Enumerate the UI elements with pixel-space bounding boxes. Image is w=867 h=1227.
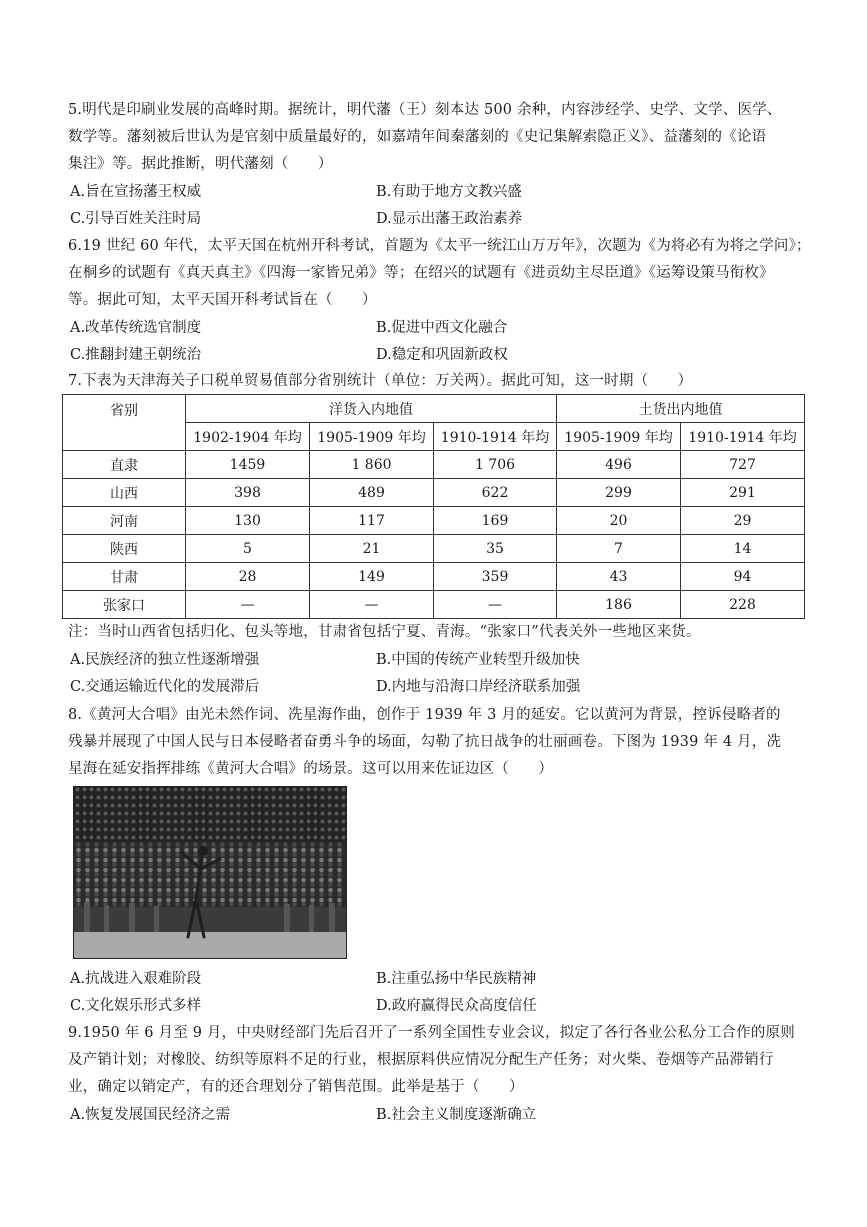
q9-option-a[interactable]: A.恢复发展国民经济之需 (70, 1107, 231, 1123)
table-cell: 35 (434, 535, 557, 563)
q8-stem-line-1: 8.《黄河大合唱》由光未然作词、冼星海作曲，创作于 1939 年 3 月的延安。它以黄河为背景，控诉侵略者的 (68, 707, 781, 723)
table-cell: 169 (434, 507, 557, 535)
table-cell: — (434, 591, 557, 619)
rehearsal-photo (73, 786, 347, 959)
q8-option-d[interactable]: D.政府赢得民众高度信任 (376, 998, 537, 1014)
table-cell: 直隶 (63, 451, 186, 479)
table-cell: 489 (310, 479, 434, 507)
table-subheader: 1910-1914 年均 (434, 423, 557, 451)
table-cell: 甘肃 (63, 563, 186, 591)
q6-option-d[interactable]: D.稳定和巩固新政权 (376, 347, 508, 363)
table-subheader: 1905-1909 年均 (557, 423, 681, 451)
q9-stem-line-3: 业，确定以销定产，有的还合理划分了销售范围。此举是基于（ ） (68, 1079, 524, 1095)
table-cell: 29 (681, 507, 805, 535)
table-row (63, 479, 805, 507)
q6-option-a[interactable]: A.改革传统选官制度 (70, 320, 202, 336)
table-cell: 117 (310, 507, 434, 535)
q8-option-c[interactable]: C.文化娱乐形式多样 (70, 998, 202, 1014)
table-cell: 14 (681, 535, 805, 563)
q5-option-a[interactable]: A.旨在宣扬藩王权威 (70, 184, 202, 200)
table-row (63, 591, 805, 619)
q7-option-b[interactable]: B.中国的传统产业转型升级加快 (376, 652, 580, 668)
q6-option-c[interactable]: C.推翻封建王朝统治 (70, 347, 202, 363)
table-cell: 727 (681, 451, 805, 479)
table-cell: 291 (681, 479, 805, 507)
q5-option-c[interactable]: C.引导百姓关注时局 (70, 211, 202, 227)
q7-option-d[interactable]: D.内地与沿海口岸经济联系加强 (376, 679, 581, 695)
table-header-import-group: 洋货入内地值 (186, 395, 557, 423)
table-cell: 398 (186, 479, 310, 507)
table-cell: 622 (434, 479, 557, 507)
q9-stem-line-1: 9.1950 年 6 月至 9 月，中央财经部门先后召开了一系列全国性专业会议，拟定了各行各业公私分工合作的原则 (68, 1025, 795, 1041)
table-subheader: 1902-1904 年均 (186, 423, 310, 451)
table-cell: 94 (681, 563, 805, 591)
q6-stem-line-2: 在桐乡的试题有《真天真主》《四海一家皆兄弟》等；在绍兴的试题有《进贡幼主尽臣道》《运筹设策马衔枚》 (68, 265, 774, 281)
q7-stem: 7.下表为天津海关子口税单贸易值部分省别统计（单位：万关两）。据此可知，这一时期（ ） (68, 373, 693, 389)
table-cell: 496 (557, 451, 681, 479)
table-cell: 28 (186, 563, 310, 591)
table-cell: 228 (681, 591, 805, 619)
q5-stem-line-3: 集注》等。据此推断，明代藩刻（ ） (68, 156, 333, 172)
table-cell: 河南 (63, 507, 186, 535)
q8-stem-line-3: 星海在延安指挥排练《黄河大合唱》的场景。这可以用来佐证边区（ ） (68, 761, 554, 777)
q8-stem-line-2: 残暴并展现了中国人民与日本侵略者奋勇斗争的场面，勾勒了抗日战争的壮丽画卷。下图为 1939 年 4 月，冼 (68, 734, 782, 750)
q6-option-b[interactable]: B.促进中西文化融合 (376, 320, 508, 336)
table-row (63, 563, 805, 591)
table-cell: 7 (557, 535, 681, 563)
q9-option-b[interactable]: B.社会主义制度逐渐确立 (376, 1107, 537, 1123)
table-cell: 山西 (63, 479, 186, 507)
table-row (63, 507, 805, 535)
table-row (63, 535, 805, 563)
table-cell: — (186, 591, 310, 619)
q6-stem-line-3: 等。据此可知，太平天国开科考试旨在（ ） (68, 292, 377, 308)
table-subheader: 1910-1914 年均 (681, 423, 805, 451)
table-cell: 359 (434, 563, 557, 591)
table-row (63, 451, 805, 479)
table-cell: 5 (186, 535, 310, 563)
table-header-province: 省别 (63, 395, 186, 451)
table-cell: 1459 (186, 451, 310, 479)
q5-stem-line-2: 数学等。藩刻被后世认为是官刻中质量最好的，如嘉靖年间秦藩刻的《史记集解索隐正义》、益藩刻的《论语 (68, 129, 767, 145)
table-cell: 张家口 (63, 591, 186, 619)
table-cell: — (310, 591, 434, 619)
table-subheader: 1905-1909 年均 (310, 423, 434, 451)
q7-table-note: 注：当时山西省包括归化、包头等地，甘肃省包括宁夏、青海。“张家口”代表关外一些地区来货。 (68, 624, 701, 640)
table-header-export-group: 土货出内地值 (557, 395, 805, 423)
q7-option-a[interactable]: A.民族经济的独立性逐渐增强 (70, 652, 260, 668)
q5-option-d[interactable]: D.显示出藩王政治素养 (376, 211, 523, 227)
table-cell: 21 (310, 535, 434, 563)
q5-stem-line-1: 5.明代是印刷业发展的高峰时期。据统计，明代藩（王）刻本达 500 余种，内容涉经学、史学、文学、医学、 (68, 102, 782, 118)
table-cell: 186 (557, 591, 681, 619)
q6-stem-line-1: 6.19 世纪 60 年代，太平天国在杭州开科考试，首题为《太平一统江山万万年》，次题为《为将必有为将之学问》； (68, 238, 811, 254)
rehearsal-photo-image (74, 787, 346, 958)
table-cell: 20 (557, 507, 681, 535)
table-cell: 陕西 (63, 535, 186, 563)
q9-stem-line-2: 及产销计划；对橡胶、纺织等原料不足的行业，根据原料供应情况分配生产任务；对火柴、卷烟等产品滞销行 (68, 1052, 774, 1068)
q5-option-b[interactable]: B.有助于地方文教兴盛 (376, 184, 522, 200)
table-cell: 130 (186, 507, 310, 535)
table-cell: 43 (557, 563, 681, 591)
table-cell: 299 (557, 479, 681, 507)
table-cell: 1 860 (310, 451, 434, 479)
table-cell: 149 (310, 563, 434, 591)
trade-table (62, 394, 805, 619)
q8-option-b[interactable]: B.注重弘扬中华民族精神 (376, 971, 537, 987)
table-cell: 1 706 (434, 451, 557, 479)
q8-option-a[interactable]: A.抗战进入艰难阶段 (70, 971, 202, 987)
q7-option-c[interactable]: C.交通运输近代化的发展滞后 (70, 679, 260, 695)
